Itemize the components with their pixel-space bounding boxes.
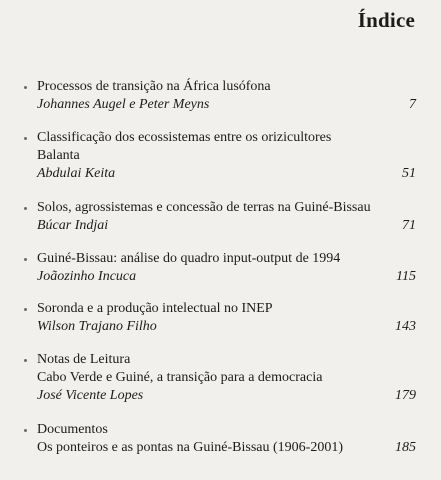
- page-number: 71: [402, 218, 416, 233]
- entry-title-continued: Balanta: [37, 148, 80, 163]
- entry-section: Notas de Leitura: [37, 352, 131, 367]
- entry-title: Classificação dos ecossistemas entre os orizicultores: [37, 130, 332, 145]
- page-title: Índice: [357, 8, 415, 32]
- page-number: 7: [409, 97, 416, 112]
- entry-title: Processos de transição na África lusófona: [37, 79, 271, 94]
- author-row: [37, 96, 416, 114]
- toc-entry: [24, 250, 416, 286]
- toc-entry: [24, 351, 416, 405]
- bullet-icon: [24, 137, 27, 140]
- entry-author: Johannes Augel e Peter Meyns: [37, 97, 210, 112]
- bullet-icon: [24, 359, 27, 362]
- bullet-icon: [24, 207, 27, 210]
- entry-title: Solos, agrossistemas e concessão de terras na Guiné-Bissau: [37, 200, 371, 215]
- entry-section: Documentos: [37, 422, 108, 437]
- page-number: 115: [396, 269, 416, 284]
- entry-author: Búcar Indjai: [37, 218, 109, 233]
- entry-author: Wilson Trajano Filho: [37, 319, 157, 334]
- title-page-row: [37, 439, 416, 457]
- entry-author: Joãozinho Incuca: [37, 269, 137, 284]
- author-row: [37, 217, 416, 235]
- toc-entry: [24, 129, 416, 183]
- toc-entry: [24, 199, 416, 235]
- bullet-icon: [24, 429, 27, 432]
- page-number: 185: [395, 440, 416, 455]
- entry-title: Guiné-Bissau: análise do quadro input-output de 1994: [37, 251, 341, 266]
- toc-entry: [24, 300, 416, 336]
- toc-entry: [24, 421, 416, 457]
- page-number: 143: [395, 319, 416, 334]
- entry-title: Os ponteiros e as pontas na Guiné-Bissau (1906-2001): [37, 440, 344, 455]
- entry-title: Cabo Verde e Guiné, a transição para a democracia: [37, 370, 323, 385]
- entry-author: José Vicente Lopes: [37, 388, 144, 403]
- page-number: 179: [395, 388, 416, 403]
- bullet-icon: [24, 308, 27, 311]
- entry-author: Abdulai Keita: [37, 166, 116, 181]
- author-row: [37, 387, 416, 405]
- bullet-icon: [24, 258, 27, 261]
- entry-title: Soronda e a produção intelectual no INEP: [37, 301, 273, 316]
- bullet-icon: [24, 86, 27, 89]
- page-number: 51: [402, 166, 416, 181]
- author-row: [37, 268, 416, 286]
- author-row: [37, 165, 416, 183]
- toc-entry: [24, 78, 416, 114]
- author-row: [37, 318, 416, 336]
